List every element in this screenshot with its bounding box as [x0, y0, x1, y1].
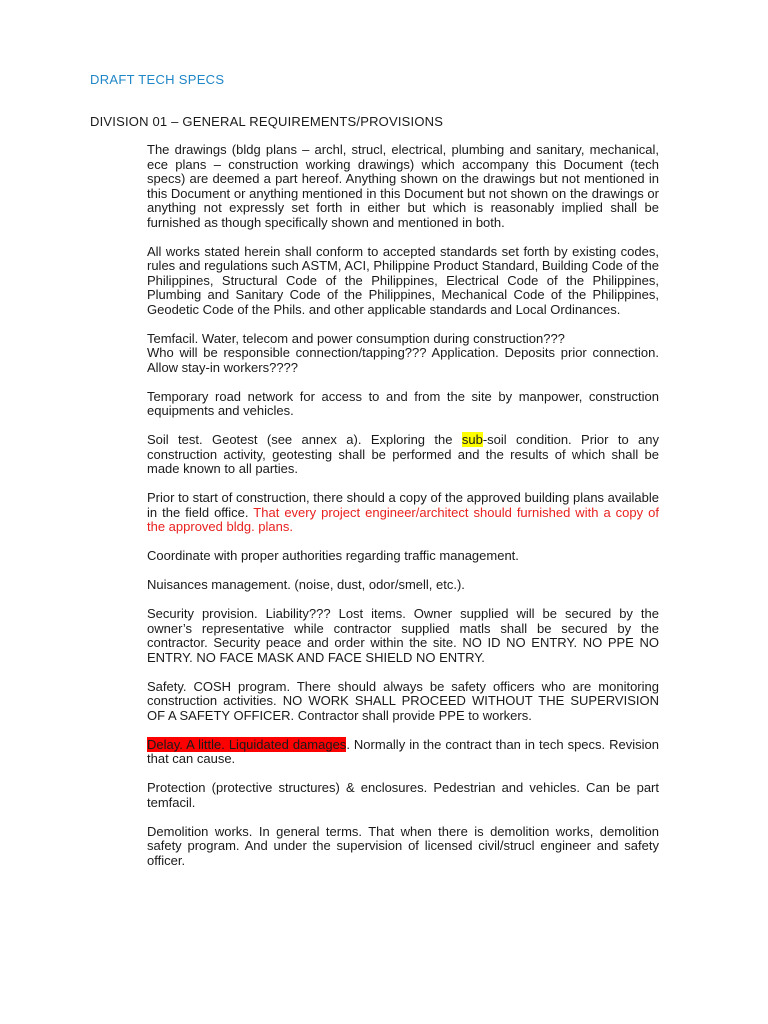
- paragraph-protection: [147, 781, 659, 810]
- highlighted-text: sub: [461, 432, 483, 447]
- paragraph-text: Temporary road network for access to and from the site by manpower, construction equipments and vehicles.: [147, 388, 659, 418]
- paragraph-text: Prior to start of construction, there should a copy of the approved building plans available in the field office.: [147, 490, 659, 520]
- paragraph-demolition: [147, 825, 659, 869]
- paragraph-nuisances: [147, 578, 659, 593]
- paragraph-delay: [147, 738, 659, 767]
- document-body: [147, 143, 659, 883]
- paragraph-soil-test: [147, 433, 659, 477]
- paragraph-text: Demolition works. In general terms. That when there is demolition works, demolition safety program. And under the supervision of licensed civil/strucl engineer and safety officer.: [147, 823, 659, 868]
- paragraph-text: Protection (protective structures) & enclosures. Pedestrian and vehicles. Can be part temfacil.: [147, 780, 659, 810]
- paragraph-line: Who will be responsible connection/tapping??? Application. Deposits prior connection. Allow stay-in workers????: [147, 345, 659, 375]
- document-title: DRAFT TECH SPECS: [90, 72, 225, 87]
- paragraph-text: -soil condition. Prior to any construction activity, geotesting shall be performed and the results of which shall be made known to all parties.: [147, 432, 660, 476]
- paragraph-security: [147, 607, 659, 665]
- paragraph-road-network: [147, 390, 659, 419]
- highlighted-text: Delay. A little. Liquidated damages: [147, 736, 347, 752]
- red-note-text: That every project engineer/architect should furnished with a copy of the approved bldg. plans.: [147, 504, 659, 534]
- paragraph-text: The drawings (bldg plans – archl, strucl, electrical, plumbing and sanitary, mechanical, ece plans – construction working drawings) which accompany this Document (tech specs) are deemed a part hereof. Anything shown on the drawings but not mentioned in this Document or anything mentioned in this Document but not shown on the drawings or anything not expressly set forth in either but which is reasonably implied shall be furnished as though specifically shown and mentioned in both.: [147, 142, 659, 230]
- paragraph-temfacil: [147, 332, 659, 376]
- paragraph-text: All works stated herein shall conform to accepted standards set forth by existing codes, rules and regulations such ASTM, ACI, Philippine Product Standard, Building Code of the Philippines, Structural Code of the Philippines, Electrical Code of the Philippines, Plumbing and Sanitary Code of the Philippines, Mechanical Code of the Philippines, Geodetic Code of the Phils. and other applicable standards and Local Ordinances.: [147, 243, 659, 317]
- paragraph-standards: [147, 245, 659, 318]
- paragraph-traffic: [147, 549, 659, 564]
- paragraph-text: . Normally in the contract than in tech specs. Revision that can cause.: [147, 736, 659, 766]
- paragraph-text: Safety. COSH program. There should always be safety officers who are monitoring construction activities. NO WORK SHALL PROCEED WITHOUT THE SUPERVISION OF A SAFETY OFFICER. Contractor shall provide PPE to workers.: [147, 678, 659, 723]
- paragraph-text: Security provision. Liability??? Lost items. Owner supplied will be secured by the owner’s representative while contractor supplied matls shall be secured by the contractor. Security peace and order within the site. NO ID NO ENTRY. NO PPE NO ENTRY. NO FACE MASK AND FACE SHIELD NO ENTRY.: [147, 606, 659, 665]
- paragraph-text: Soil test. Geotest (see annex a). Exploring the: [147, 432, 462, 447]
- paragraph-line: Temfacil. Water, telecom and power consumption during construction???: [147, 330, 565, 346]
- paragraph-safety: [147, 680, 659, 724]
- paragraph-drawings: [147, 143, 659, 230]
- paragraph-approved-plans: [147, 491, 659, 535]
- paragraph-text: Nuisances management. (noise, dust, odor/smell, etc.).: [147, 577, 465, 592]
- division-heading: DIVISION 01 – GENERAL REQUIREMENTS/PROVISIONS: [90, 114, 444, 129]
- paragraph-text: Coordinate with proper authorities regarding traffic management.: [147, 548, 519, 563]
